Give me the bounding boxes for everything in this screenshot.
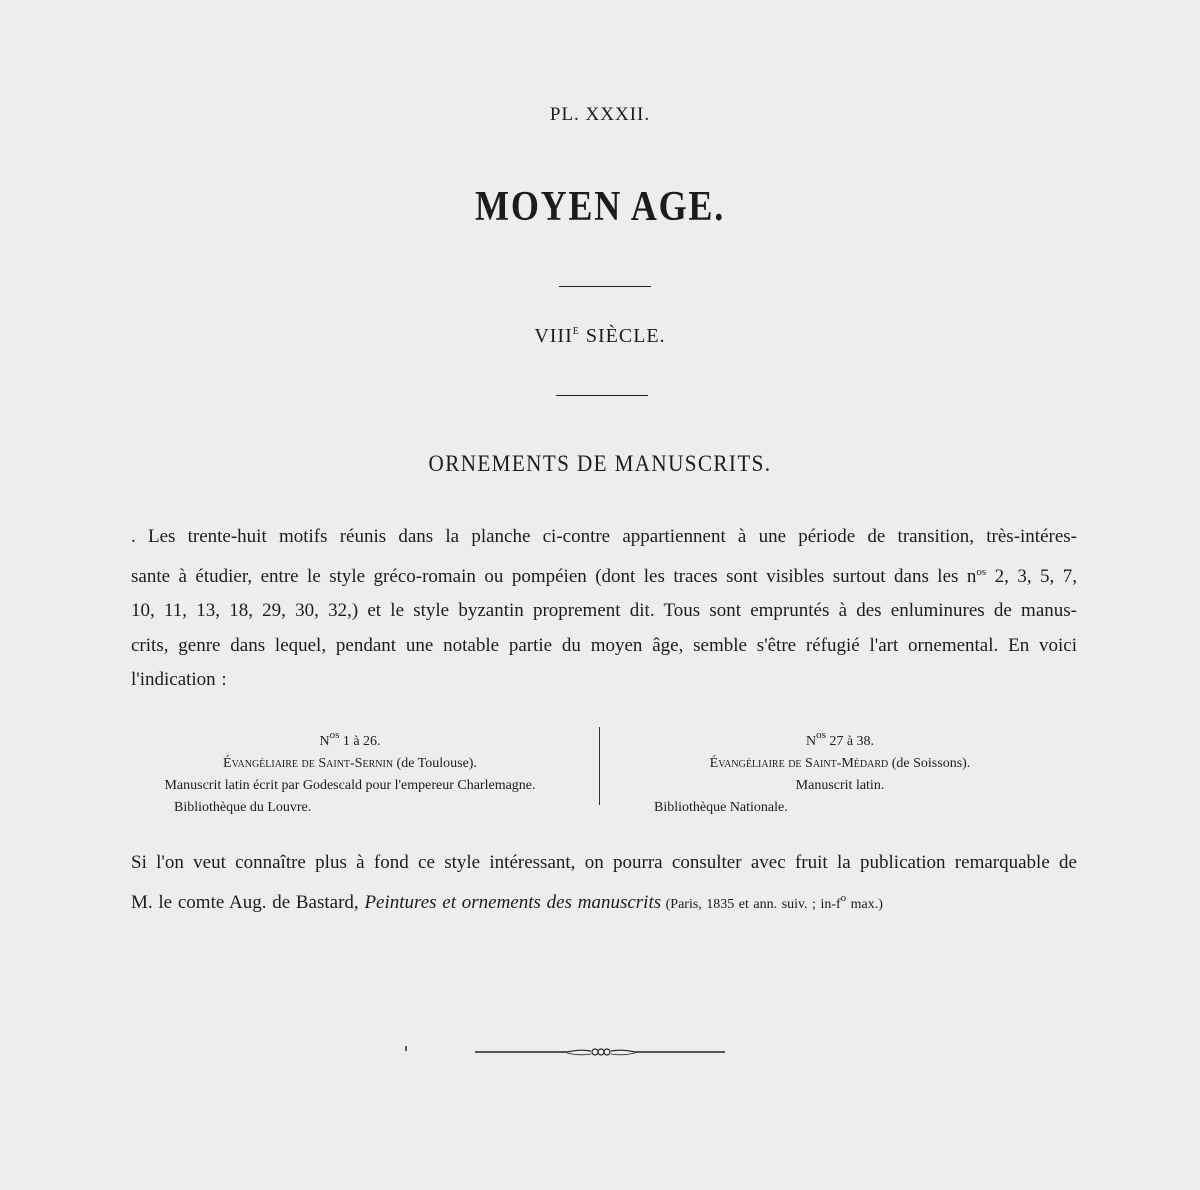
intro-paragraph [131,520,1077,698]
publication-details: (Paris, 1835 et ann. suiv. ; in-f [661,896,841,912]
manuscript-library: Bibliothèque du Louvre. [174,800,312,815]
motif-numbers [610,724,1070,753]
plate-number: PL. XXXII. [549,104,651,125]
column-divider [599,727,600,805]
manuscript-source [130,753,570,775]
section-title: ORNEMENTS DE MANUSCRITS. [428,451,772,476]
century-word: SIÈCLE. [585,325,666,347]
paragraph-line [131,881,1077,923]
source-name: Évangéliaire de Saint-Médard [709,756,889,771]
paragraph-line: 10, 11, 13, 18, 29, 30, 32,) et le style byzantin proprement dit. Tous sont empruntés à des enluminures de manus- [131,600,1077,621]
number-range: 27 à 38. [825,734,875,749]
reference-paragraph [131,846,1077,922]
book-title: Peintures et ornements des manuscrits [364,891,662,913]
divider-rule [559,286,651,287]
paragraph-line [131,555,1077,595]
manuscript-source [610,753,1070,775]
motif-numbers [130,724,570,753]
source-place: (de Soissons). [888,756,971,771]
superscript: os [816,729,826,741]
manuscript-type: Manuscrit latin. [795,778,885,793]
divider-rule [556,395,648,396]
ink-speck [405,1046,407,1051]
paragraph-line: l'indication : [131,669,227,690]
tailpiece-flourish-icon [475,1043,727,1063]
century-suffix: E [572,326,580,337]
manuscript-library: Bibliothèque Nationale. [654,800,788,815]
paragraph-text: M. le comte Aug. de Bastard, [131,891,365,913]
manuscript-type: Manuscrit latin écrit par Godescald pour l'empereur Charlemagne. [164,778,536,793]
paragraph-text: 2, 3, 5, 7, [986,565,1078,587]
number-range: 1 à 26. [339,734,381,749]
manuscript-column-left [130,724,570,819]
paragraph-text: sante à étudier, entre le style gréco-romain ou pompéien (dont les traces sont visibles surtout dans les n [131,565,977,587]
source-place: (de Toulouse). [393,756,477,771]
manuscript-column-right [610,724,1070,819]
superscript: o [840,891,847,904]
century-numeral: VIII [534,325,573,347]
publication-details-end: max.) [846,896,883,912]
page-title: MOYEN AGE. [475,184,725,230]
number-prefix: N [319,734,330,749]
superscript: os [329,729,340,741]
number-prefix: N [805,734,817,749]
paragraph-line: crits, genre dans lequel, pendant une notable partie du moyen âge, semble s'être réfugié l'art ornemental. En voici [131,634,1077,656]
source-name: Évangéliaire de Saint-Sernin [223,756,394,771]
paragraph-line: Si l'on veut connaître plus à fond ce style intéressant, on pourra consulter avec fruit la publication remarquable de [131,852,1077,873]
superscript: os [976,565,987,578]
century-heading [0,325,1200,348]
paragraph-line: . Les trente-huit motifs réunis dans la planche ci-contre appartiennent à une période de transition, très-intéres- [131,526,1077,547]
